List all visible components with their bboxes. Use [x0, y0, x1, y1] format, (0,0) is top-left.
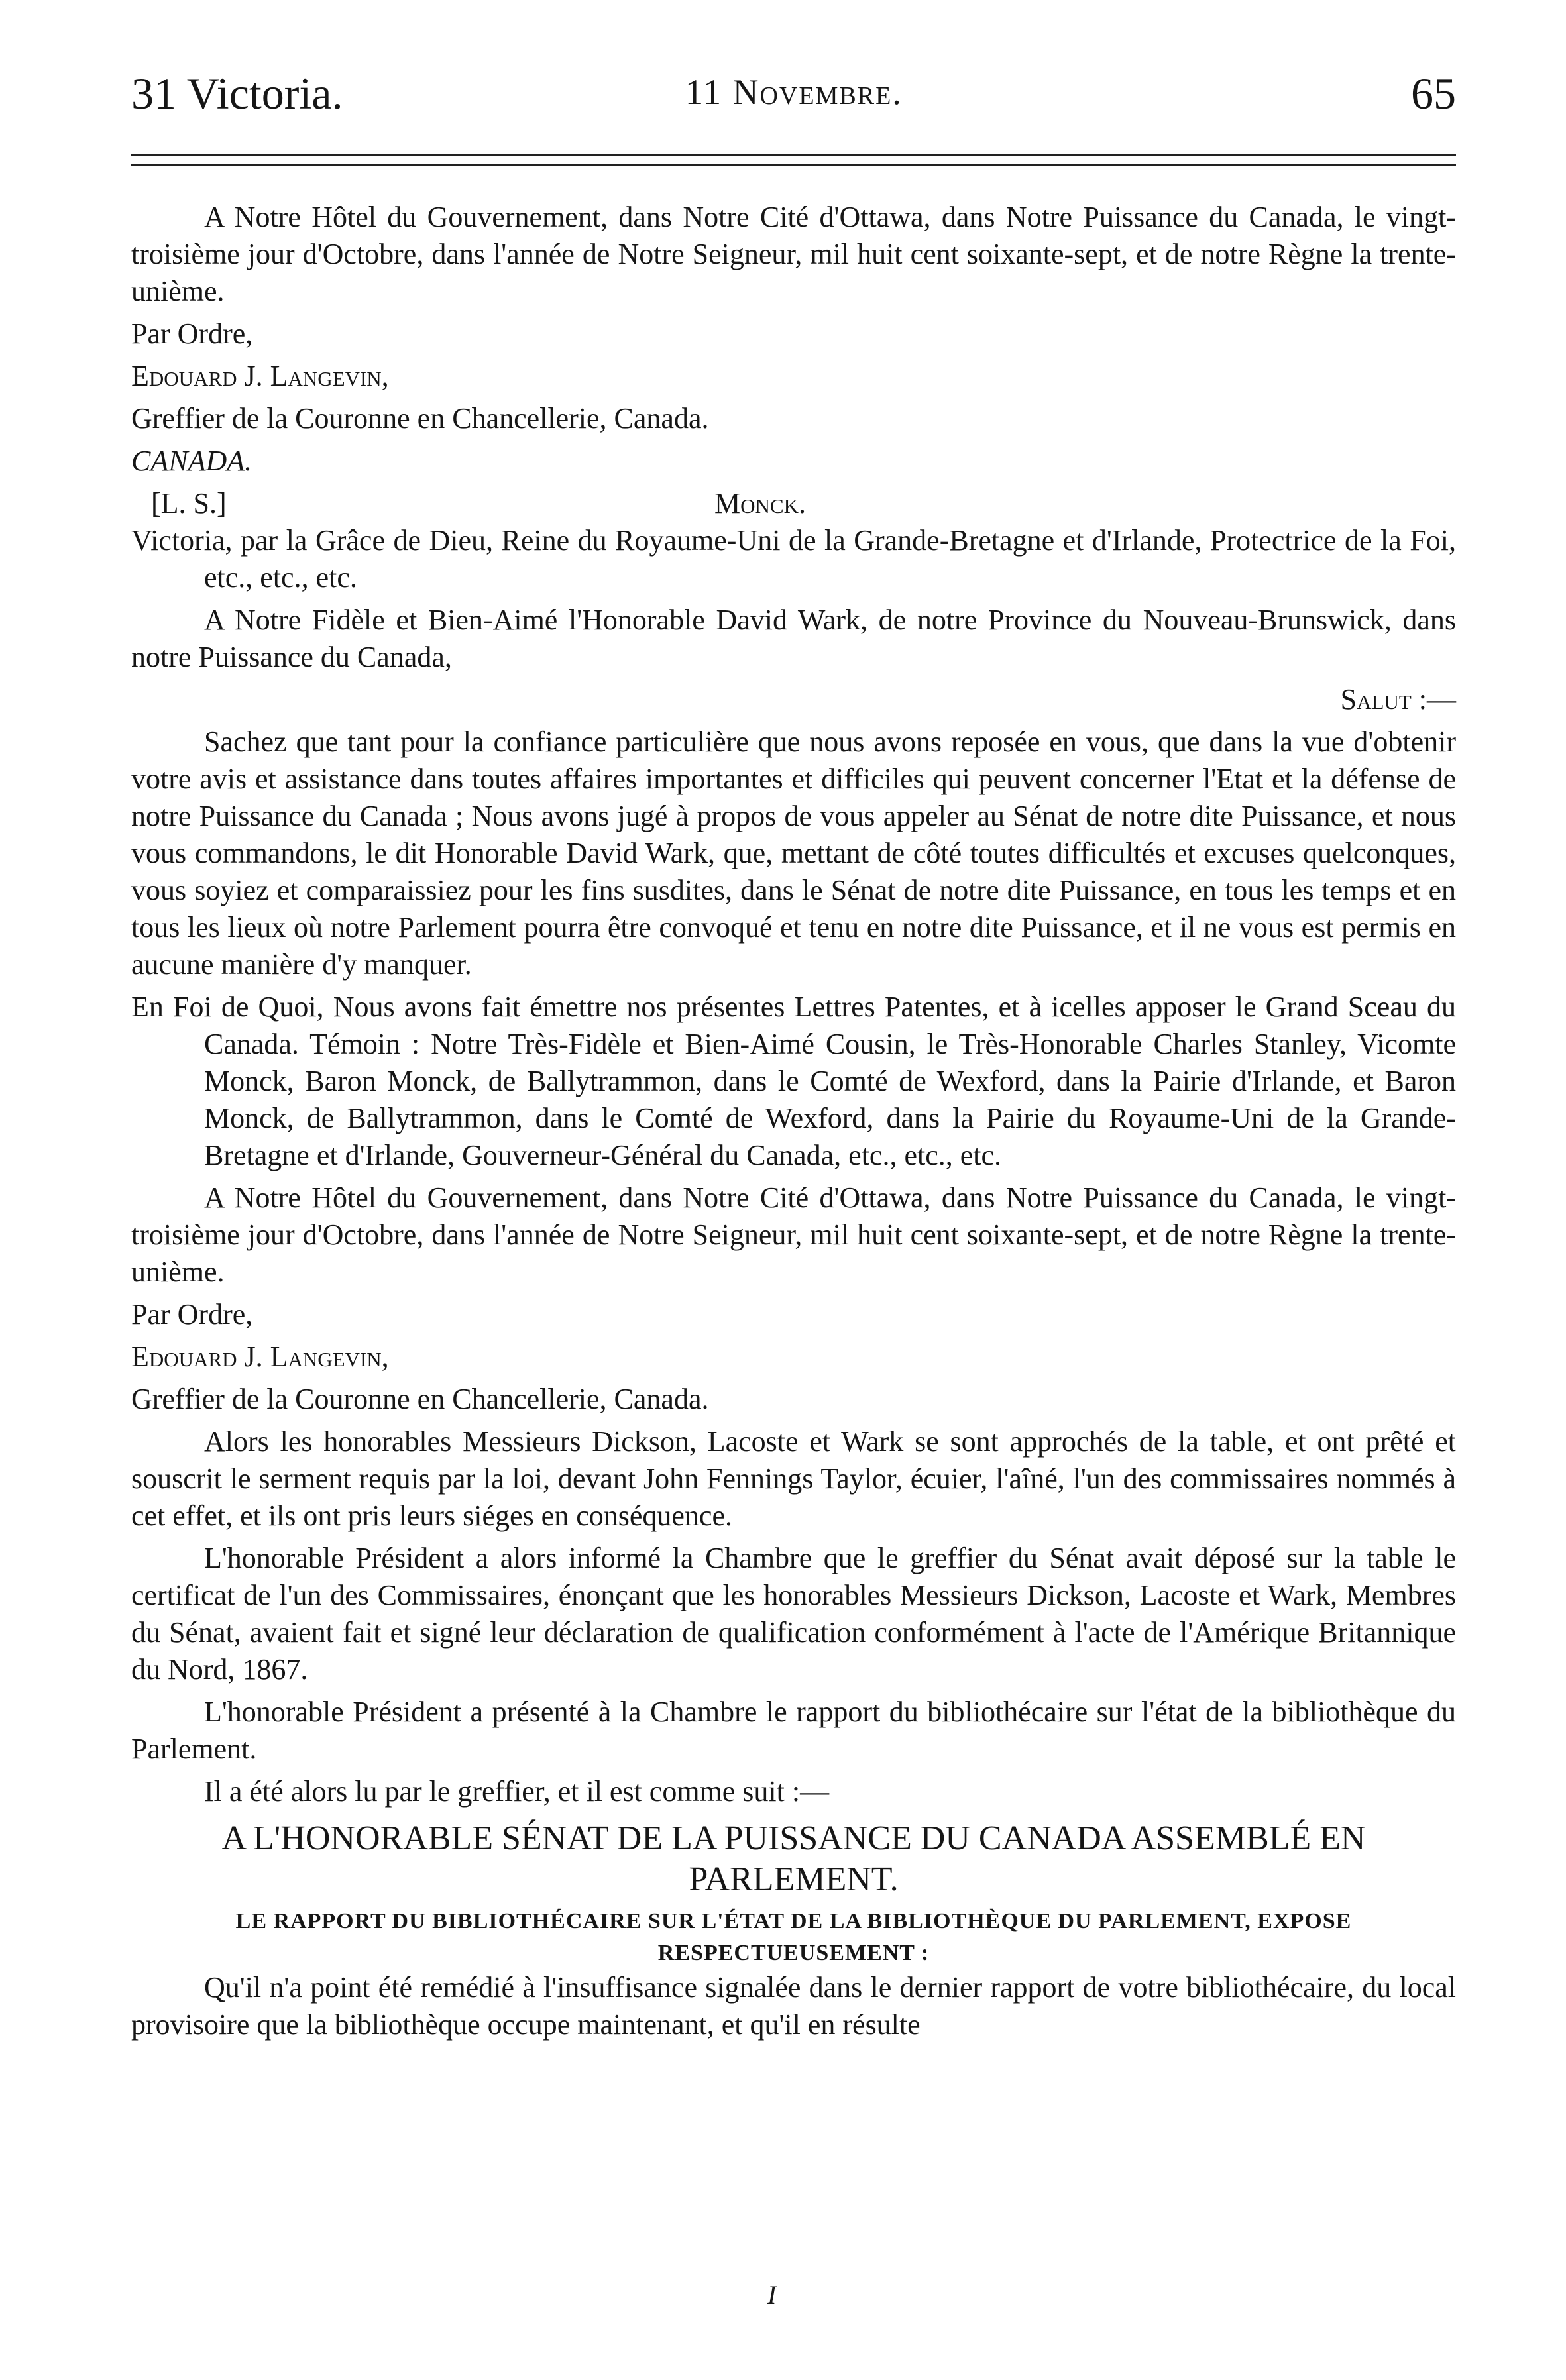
- proclamation-2-par-ordre: Par Ordre,: [131, 1298, 253, 1330]
- seal-mark: [L. S.]: [151, 487, 227, 519]
- proclamation-1-canada: CANADA.: [131, 445, 252, 477]
- proclamation-2-en-foi: En Foi de Quoi, Nous avons fait émettre nos présentes Lettres Patentes, et à icelles apposer le Grand Sceau du Canada. Témoin : Notre Très-Fidèle et Bien-Aimé Cousin, le Très-Honorable Charles Stanley, Vicomte Monck, Baron Monck, de Ballytrammon, dans le Comté de Wexford, dans la Pairie d'Irlande, et Baron Monck, de Ballytrammon, dans le Comté de Wexford, dans la Pairie du Royaume-Uni de la Grande-Bretagne et d'Irlande, Gouverneur-Général du Canada, etc., etc., etc.: [131, 991, 1456, 1171]
- minutes-certificate-paragraph: L'honorable Président a alors informé la Chambre que le greffier du Sénat avait déposé sur la table le certificat de l'un des Commissaires, énonçant que les honorables Messieurs Dickson, Lacoste et Wark, Membres du Sénat, avaient fait et signé leur déclaration de qualification conformément à l'acte de l'Amérique Britannique du Nord, 1867.: [131, 1542, 1456, 1686]
- proclamation-2-address: A Notre Fidèle et Bien-Aimé l'Honorable David Wark, de notre Province du Nouveau-Brunswick, dans notre Puissance du Canada,: [131, 604, 1456, 673]
- report-subheading: LE RAPPORT DU BIBLIOTHÉCAIRE SUR L'ÉTAT DE LA BIBLIOTHÈQUE DU PARLEMENT, EXPOSE RESPECTUEUSEMENT :: [235, 1909, 1352, 1965]
- signature-mark: I: [767, 2280, 777, 2310]
- proclamation-2-preamble: Victoria, par la Grâce de Dieu, Reine du Royaume-Uni de la Grande-Bretagne et d'Irlande, Protectrice de la Foi, etc., etc., etc.: [131, 524, 1456, 594]
- seal-and-signature-row: [131, 485, 1456, 522]
- minutes-oath-paragraph: Alors les honorables Messieurs Dickson, Lacoste et Wark se sont approchés de la table, et ont prêté et souscrit le serment requis par la loi, devant John Fennings Taylor, écuier, l'aîné, l'un des commissaires nommés à cet effet, et ils ont pris leurs siéges en conséquence.: [131, 1425, 1456, 1532]
- proclamation-1-par-ordre: Par Ordre,: [131, 317, 253, 350]
- header-date: 11 Novembre.: [685, 72, 903, 112]
- proclamation-2-closing: A Notre Hôtel du Gouvernement, dans Notre Cité d'Ottawa, dans Notre Puissance du Canada, le vingt-troisième jour d'Octobre, dans l'année de Notre Seigneur, mil huit cent soixante-sept, et de notre Règne la trente-unième.: [131, 1181, 1456, 1288]
- running-header: [131, 61, 1456, 134]
- minutes-report-presented-paragraph: L'honorable Président a présenté à la Chambre le rapport du bibliothécaire sur l'état de la bibliothèque du Parlement.: [131, 1696, 1456, 1765]
- report-heading: A L'HONORABLE SÉNAT DE LA PUISSANCE DU CANADA ASSEMBLÉ EN PARLEMENT.: [221, 1819, 1366, 1898]
- report-paragraph-1: Qu'il n'a point été remédié à l'insuffisance signalée dans le dernier rapport de votre bibliothécaire, du local provisoire que la bibliothèque occupe maintenant, et qu'il en résulte: [131, 1971, 1456, 2041]
- proclamation-2-body: Sachez que tant pour la confiance particulière que nous avons reposée en vous, que dans la vue d'obtenir votre avis et assistance dans toutes affaires importantes et difficiles qui peuvent concerner l'Etat et la défense de notre Puissance du Canada ; Nous avons jugé à propos de vous appeler au Sénat de notre dite Puissance, et nous vous commandons, le dit Honorable David Wark, que, mettant de côté toutes difficultés et excuses quelconques, vous soyiez et comparaissiez pour les fins susdites, dans le Sénat de notre dite Puissance, en tous les temps et en tous les lieux où notre Parlement pourra être convoqué et tenu en notre dite Puissance, et il ne vous est permis en aucune manière d'y manquer.: [131, 726, 1456, 981]
- proclamation-2-salut: Salut :—: [1340, 683, 1456, 716]
- proclamation-1-signer-title: Greffier de la Couronne en Chancellerie, Canada.: [131, 402, 709, 435]
- page-body: [131, 199, 1456, 2049]
- proclamation-2-signer-title: Greffier de la Couronne en Chancellerie, Canada.: [131, 1383, 709, 1415]
- minutes-read-paragraph: Il a été alors lu par le greffier, et il est comme suit :—: [204, 1775, 830, 1808]
- header-rule-thin: [131, 164, 1456, 166]
- page-number: 65: [1411, 68, 1456, 119]
- proclamation-2-signer: Edouard J. Langevin,: [131, 1340, 389, 1373]
- header-regnal-year: 31 Victoria.: [131, 68, 343, 119]
- proclamation-1-closing: A Notre Hôtel du Gouvernement, dans Notre Cité d'Ottawa, dans Notre Puissance du Canada, le vingt-troisième jour d'Octobre, dans l'année de Notre Seigneur, mil huit cent soixante-sept, et de notre Règne la trente-unième.: [131, 201, 1456, 307]
- governor-signature: Monck.: [714, 487, 806, 519]
- header-rule-thick: [131, 154, 1456, 156]
- proclamation-1-signer: Edouard J. Langevin,: [131, 360, 389, 392]
